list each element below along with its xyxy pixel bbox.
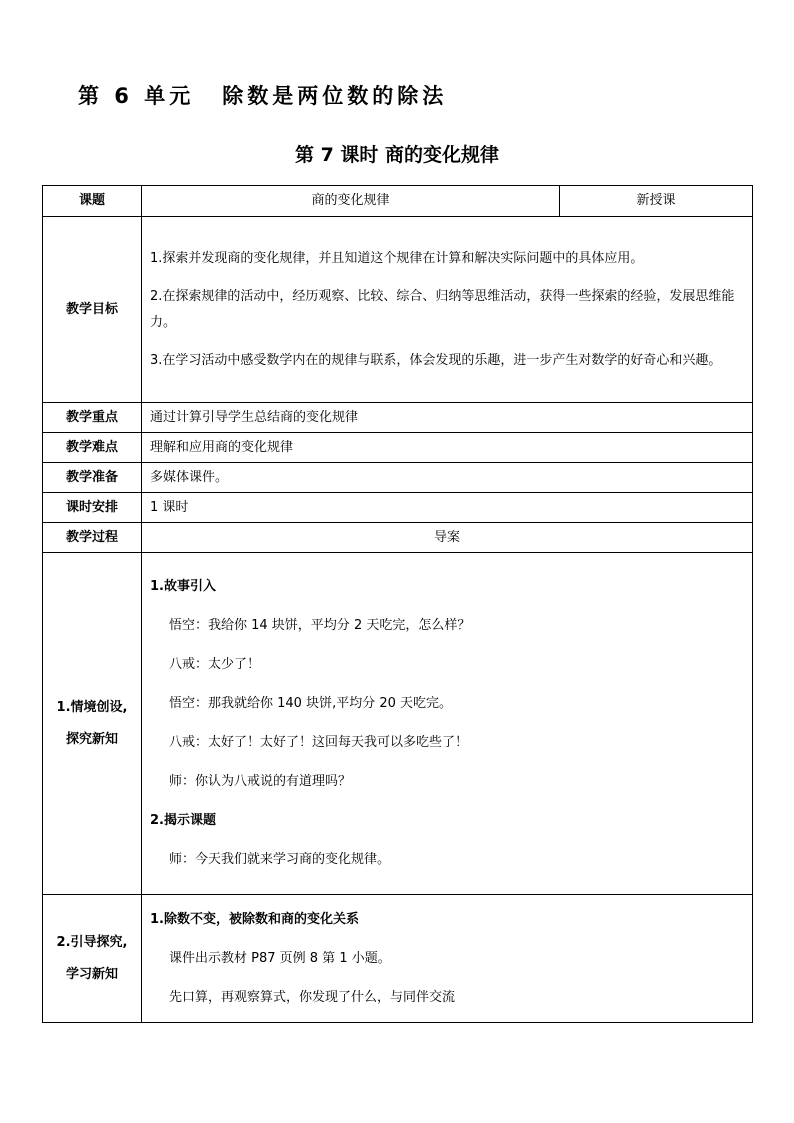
dialogue-line: 师：今天我们就来学习商的变化规律。	[169, 852, 391, 867]
section1-content	[142, 553, 753, 895]
section2-label-line: 2.引导探究,	[56, 934, 128, 950]
section1-heading: 2.揭示课题	[150, 813, 216, 828]
schedule-label: 课时安排	[43, 493, 142, 523]
section1-label	[43, 553, 142, 895]
row-process	[43, 523, 753, 553]
row-topic	[43, 186, 753, 217]
row-difficulty	[43, 433, 753, 463]
lesson-type: 新授课	[560, 186, 753, 217]
section1-heading: 1.故事引入	[150, 579, 216, 594]
guide-label: 导案	[142, 523, 753, 553]
section2-line: 先口算，再观察算式，你发现了什么，与同伴交流	[169, 989, 456, 1005]
preparation-label: 教学准备	[43, 463, 142, 493]
lesson-title: 第 7 课时 商的变化规律	[294, 144, 500, 166]
section2-label-line: 学习新知	[65, 966, 118, 982]
section1-label-line: 探究新知	[65, 731, 118, 747]
dialogue-line: 师：你认为八戒说的有道理吗？	[169, 774, 352, 789]
row-schedule	[43, 493, 753, 523]
unit-number: 第 6 单元	[78, 84, 195, 108]
objectives-label: 教学目标	[43, 217, 142, 403]
row-section-1	[43, 553, 753, 895]
objectives-cell	[142, 217, 753, 403]
difficulty-label: 教学难点	[43, 433, 142, 463]
schedule-value: 1 课时	[142, 493, 753, 523]
dialogue-line: 悟空：那我就给你 140 块饼,平均分 20 天吃完。	[169, 696, 453, 711]
dialogue-line: 八戒：太少了！	[169, 657, 261, 672]
row-key-point	[43, 403, 753, 433]
topic-value: 商的变化规律	[142, 186, 560, 217]
section1-label-line: 1.情境创设,	[56, 699, 128, 715]
row-preparation	[43, 463, 753, 493]
section2-content	[142, 895, 753, 1023]
objective-item: 3.在学习活动中感受数学内在的规律与联系，体会发现的乐趣，进一步产生对数学的好奇心和兴趣。	[150, 352, 722, 368]
preparation-value: 多媒体课件。	[142, 463, 753, 493]
key-point-value: 通过计算引导学生总结商的变化规律	[142, 403, 753, 433]
row-objectives	[43, 217, 753, 403]
lesson-plan-table	[42, 185, 753, 1023]
section2-line: 课件出示教材 P87 页例 8 第 1 小题。	[169, 950, 391, 966]
dialogue-line: 悟空：我给你 14 块饼，平均分 2 天吃完，怎么样？	[169, 618, 471, 633]
key-point-label: 教学重点	[43, 403, 142, 433]
dialogue-line: 八戒：太好了！太好了！这回每天我可以多吃些了！	[169, 735, 469, 750]
unit-name: 除数是两位数的除法	[222, 84, 448, 108]
row-section-2	[43, 895, 753, 1023]
difficulty-value: 理解和应用商的变化规律	[142, 433, 753, 463]
section2-label	[43, 895, 142, 1023]
section2-heading: 1.除数不变，被除数和商的变化关系	[150, 911, 359, 927]
objective-item: 2.在探索规律的活动中，经历观察、比较、综合、归纳等思维活动，获得一些探索的经验，发展思维能力。	[150, 288, 735, 330]
process-label: 教学过程	[43, 523, 142, 553]
objective-item: 1.探索并发现商的变化规律，并且知道这个规律在计算和解决实际问题中的具体应用。	[150, 250, 644, 266]
unit-title	[78, 80, 447, 110]
topic-label: 课题	[43, 186, 142, 217]
